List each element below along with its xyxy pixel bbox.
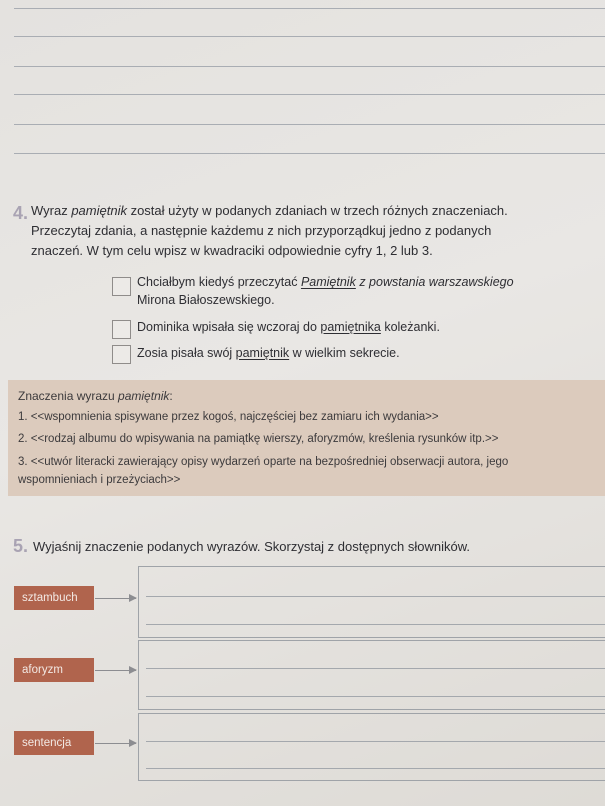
- sentence-text: z powstania warszawskiego: [355, 275, 514, 289]
- word-tag-sentencja: sentencja: [14, 731, 94, 755]
- answer-line[interactable]: [146, 768, 605, 769]
- answer-checkbox[interactable]: [112, 277, 131, 296]
- sentence-text: Mirona Białoszewskiego.: [137, 293, 275, 307]
- meanings-box: [8, 380, 605, 496]
- instruction-keyword: pamiętnik: [71, 203, 127, 218]
- meaning-item-continuation: wspomnieniach i przeżyciach>>: [18, 474, 181, 486]
- meaning-item: 3. <<utwór literacki zawierający opisy wydarzeń oparte na bezpośredniej obserwacji autora, jego: [18, 456, 509, 468]
- meanings-title-keyword: pamiętnik: [118, 389, 170, 403]
- sentence-1: [137, 273, 514, 309]
- answer-line[interactable]: [146, 596, 605, 597]
- word-tag-aforyzm: aforyzm: [14, 658, 94, 682]
- writing-line: [14, 124, 605, 125]
- answer-box[interactable]: [138, 713, 605, 781]
- exercise-instruction: Wyjaśnij znaczenie podanych wyrazów. Skorzystaj z dostępnych słowników.: [33, 539, 471, 554]
- sentence-keyword: pamiętnika: [320, 320, 381, 334]
- sentence-text: w wielkim sekrecie.: [289, 346, 400, 360]
- arrow-icon: [95, 670, 136, 671]
- meaning-item: 2. <<rodzaj albumu do wpisywania na pamiątkę wierszy, aforyzmów, kreślenia rysunków itp.>>: [18, 433, 499, 445]
- answer-line[interactable]: [146, 696, 605, 697]
- exercise-number: 5.: [13, 536, 29, 556]
- sentence-keyword: Pamiętnik: [300, 275, 356, 289]
- instruction-text: Wyraz: [31, 203, 72, 218]
- arrow-icon: [95, 743, 136, 744]
- answer-line[interactable]: [146, 624, 605, 625]
- instruction-text: został użyty w podanych zdaniach w trzech różnych znaczeniach.: [126, 203, 508, 218]
- answer-box[interactable]: [138, 566, 605, 638]
- sentence-2: [137, 318, 440, 336]
- sentence-text: Chciałbym kiedyś przeczytać: [137, 275, 301, 289]
- sentence-3: [137, 344, 400, 362]
- answer-checkbox[interactable]: [112, 345, 131, 364]
- sentence-text: koleżanki.: [380, 320, 440, 334]
- writing-line: [14, 36, 605, 37]
- meaning-item: 1. <<wspomnienia spisywane przez kogoś, najczęściej bez zamiaru ich wydania>>: [18, 411, 439, 423]
- answer-box[interactable]: [138, 640, 605, 710]
- writing-line: [14, 153, 605, 154]
- exercise-number: 4.: [13, 203, 29, 223]
- meanings-title: [18, 388, 173, 404]
- writing-line: [14, 8, 605, 9]
- writing-line: [14, 94, 605, 95]
- meanings-title-text: :: [169, 389, 173, 403]
- instruction-text: Przeczytaj zdania, a następnie każdemu z nich przyporządkuj jedno z podanych: [31, 223, 492, 238]
- exercise-instruction: [31, 201, 508, 261]
- instruction-text: znaczeń. W tym celu wpisz w kwadraciki odpowiednie cyfry 1, 2 lub 3.: [31, 243, 433, 258]
- sentence-keyword: pamiętnik: [235, 346, 290, 360]
- answer-line[interactable]: [146, 741, 605, 742]
- sentence-text: Dominika wpisała się wczoraj do: [137, 320, 321, 334]
- writing-line: [14, 66, 605, 67]
- answer-line[interactable]: [146, 668, 605, 669]
- sentence-text: Zosia pisała swój: [137, 346, 236, 360]
- word-tag-sztambuch: sztambuch: [14, 586, 94, 610]
- answer-checkbox[interactable]: [112, 320, 131, 339]
- arrow-icon: [95, 598, 136, 599]
- meanings-title-text: Znaczenia wyrazu: [18, 389, 119, 403]
